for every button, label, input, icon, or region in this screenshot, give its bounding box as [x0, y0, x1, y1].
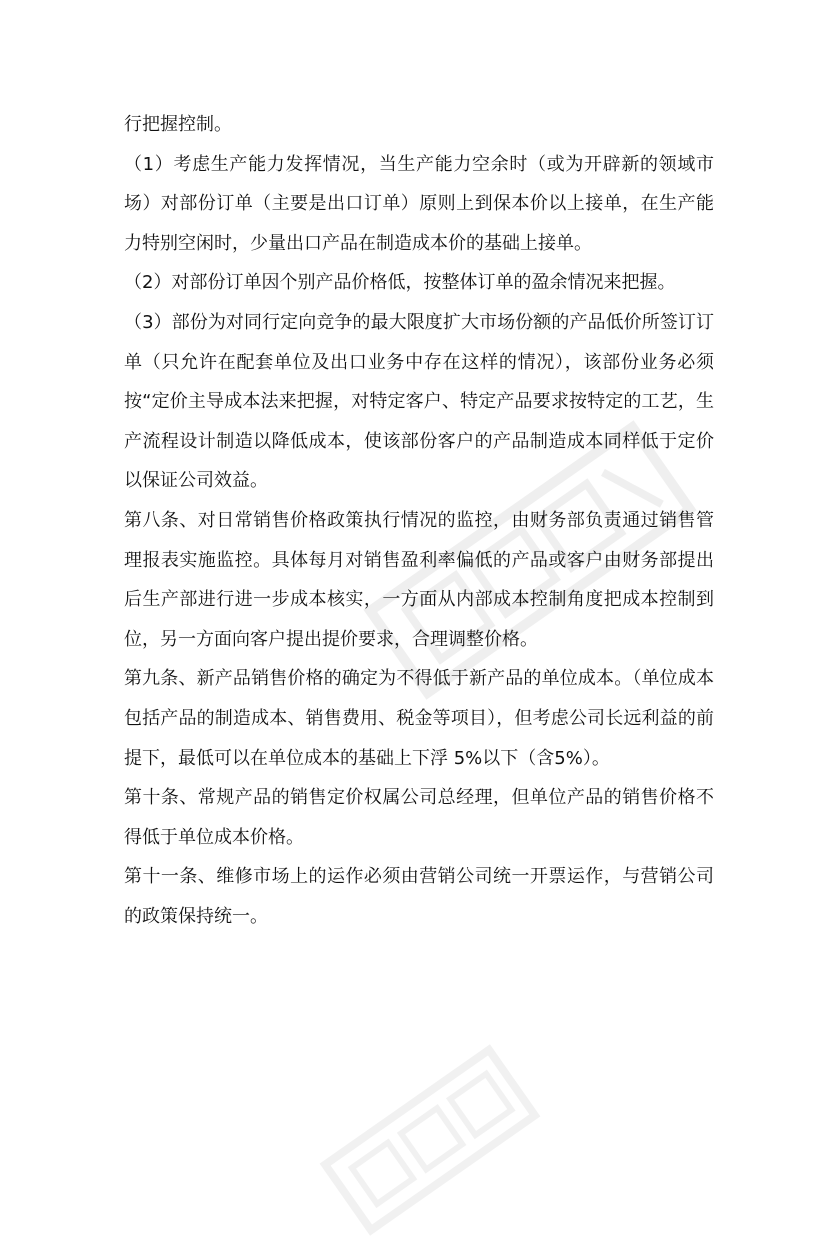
article-8: 第八条、对日常销售价格政策执行情况的监控，由财务部负责通过销售管理报表实施监控。具体每月对销售盈利率偏低的产品或客户由财务部提出后生产部进行进一步成本核实，一方面从内部成本控制角度把成本控制到位，另一方面向客户提出提价要求，合理调整价格。	[124, 509, 714, 650]
article-10: 第十条、常规产品的销售定价权属公司总经理，但单位产品的销售价格不得低于单位成本价格。	[124, 787, 714, 848]
watermark-fragment-icon	[300, 1020, 561, 1260]
document-body	[124, 105, 714, 936]
paragraph-item-2: （2）对部份订单因个别产品价格低，按整体订单的盈余情况来把握。	[124, 272, 676, 294]
article-9: 第九条、新产品销售价格的确定为不得低于新产品的单位成本。（单位成本包括产品的制造成本、销售费用、税金等项目），但考虑公司长远利益的前提下，最低可以在单位成本的基础上下浮 5%以下（含5%）。	[124, 668, 714, 769]
paragraph-item-3: （3）部份为对同行定向竞争的最大限度扩大市场份额的产品低价所签订订单（只允许在配套单位及出口业务中存在这样的情况），该部份业务必须按“定价主导成本法来把握，对特定客户、特定产品要求按特定的工艺，生产流程设计制造以降低成本，使该部份客户的产品制造成本同样低于定价以保证公司效益。	[124, 311, 714, 492]
paragraph-continuation: 行把握控制。	[124, 114, 232, 135]
article-11: 第十一条、维修市场上的运作必须由营销公司统一开票运作，与营销公司的政策保持统一。	[124, 866, 714, 927]
paragraph-item-1: （1）考虑生产能力发挥情况，当生产能力空余时（或为开辟新的领域市场）对部份订单（主要是出口订单）原则上到保本价以上接单，在生产能力特别空闲时，少量出口产品在制造成本价的基础上接单。	[124, 153, 714, 254]
